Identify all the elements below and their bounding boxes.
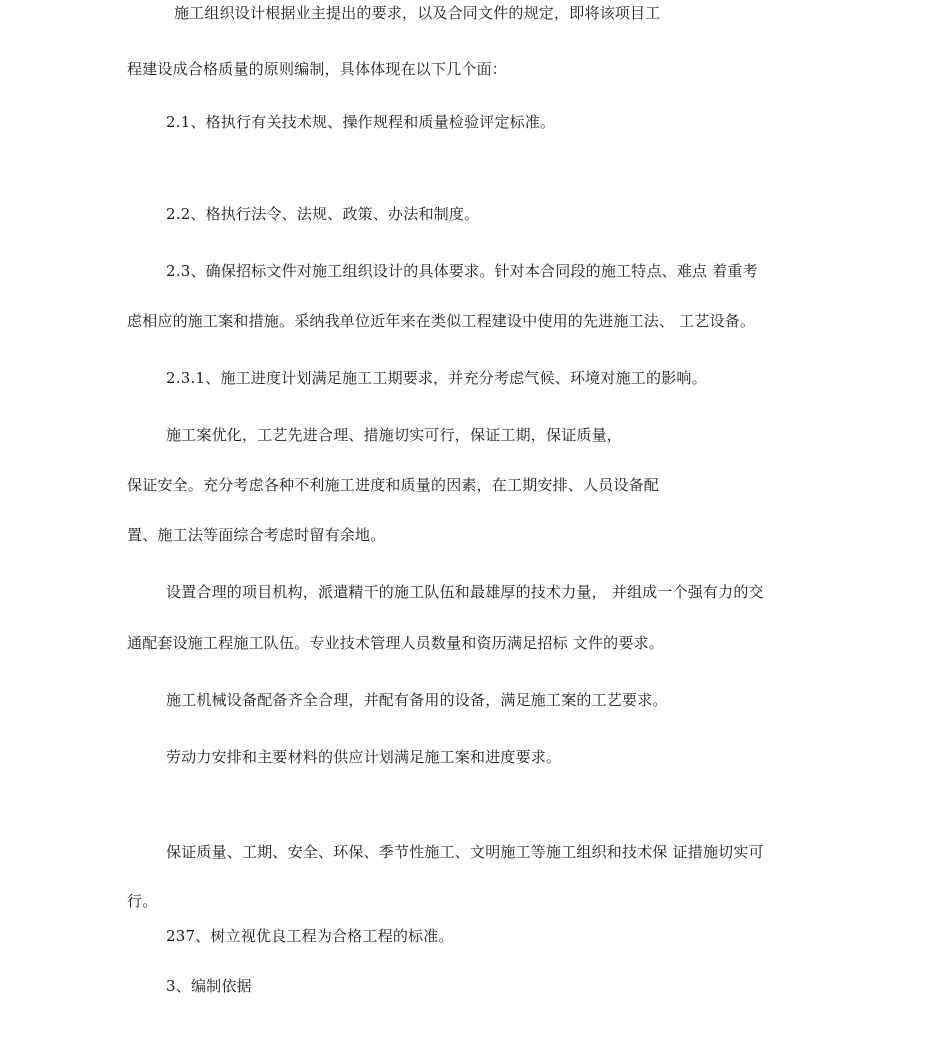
paragraph-line: 劳动力安排和主要材料的供应计划满足施工案和进度要求。 (166, 748, 562, 766)
paragraph-line: 保证质量、工期、安全、环保、季节性施工、文明施工等施工组织和技术保 证措施切实可 (166, 843, 764, 861)
paragraph-line: 保证安全。充分考虑各种不利施工进度和质量的因素，在工期安排、人员设备配 (127, 476, 660, 494)
paragraph-line: 程建设成合格质量的原则编制，具体体现在以下几个面： (127, 60, 508, 78)
paragraph-line: 施工组织设计根据业主提出的要求，以及合同文件的规定，即将该项目工 (174, 4, 661, 22)
paragraph-line: 行。 (127, 892, 158, 910)
paragraph-line: 虑相应的施工案和措施。采纳我单位近年来在类似工程建设中使用的先进施工法、 工艺设备。 (127, 312, 756, 330)
paragraph-line: 置、施工法等面综合考虑时留有余地。 (127, 526, 386, 544)
section-heading: 3、编制依据 (166, 977, 252, 995)
paragraph-line: 2.2、格执行法令、法规、政策、办法和制度。 (166, 205, 480, 223)
paragraph-line: 237、树立视优良工程为合格工程的标准。 (166, 927, 454, 945)
paragraph-line: 2.3.1、施工进度计划满足施工工期要求，并充分考虑气候、环境对施工的影响。 (166, 369, 707, 387)
paragraph-line: 设置合理的项目机构，派遣精干的施工队伍和最雄厚的技术力量， 并组成一个强有力的交 (166, 583, 764, 601)
paragraph-line: 2.3、确保招标文件对施工组织设计的具体要求。针对本合同段的施工特点、难点 着重考 (166, 262, 758, 280)
paragraph-line: 施工机械设备配备齐全合理，并配有备用的设备，满足施工案的工艺要求。 (166, 691, 668, 709)
paragraph-line: 施工案优化，工艺先进合理、措施切实可行，保证工期，保证质量， (166, 426, 623, 444)
paragraph-line: 2.1、格执行有关技术规、操作规程和质量检验评定标准。 (166, 113, 556, 131)
paragraph-line: 通配套设施工程施工队伍。专业技术管理人员数量和资历满足招标 文件的要求。 (127, 634, 664, 652)
